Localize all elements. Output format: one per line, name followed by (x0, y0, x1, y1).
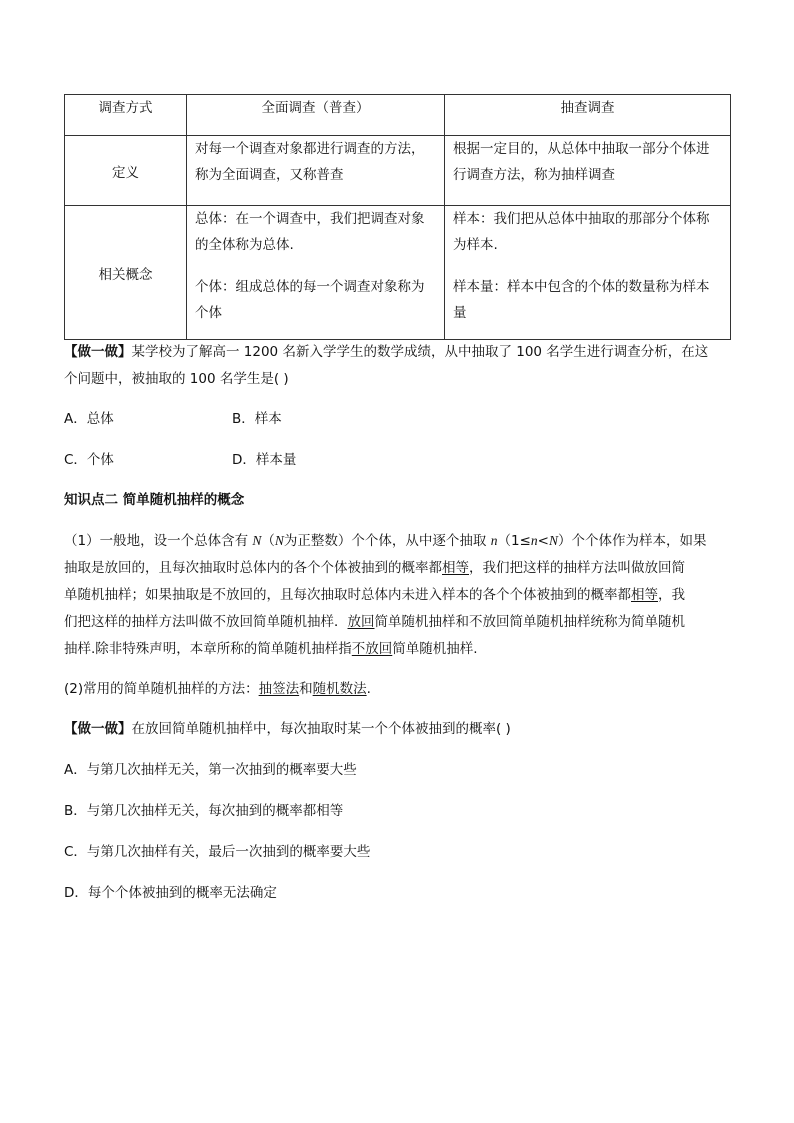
text-run: 抽取是放回的，且每次抽取时总体内的各个个体被抽到的概率都 (64, 560, 442, 576)
paragraph1-line5 (64, 636, 478, 662)
text-run: 和 (299, 681, 313, 697)
text-line: 根据一定目的，从总体中抽取一部分个体进 (453, 141, 710, 157)
math-N: N (548, 533, 558, 548)
option-a: A．与第几次抽样无关，第一次抽到的概率要大些 (64, 762, 357, 778)
math-n: n (490, 533, 498, 548)
text-run: 简单随机抽样和不放回简单随机抽样统称为简单随机 (374, 614, 685, 630)
comparison-table (64, 94, 731, 340)
text-line: 样本量：样本中包含的个体的数量称为样本 (453, 279, 710, 295)
underlined-term: 放回 (347, 614, 375, 630)
question-line: 个问题中，被抽取的 100 名学生是( ) (64, 371, 289, 387)
underlined-term: 抽签法 (258, 681, 300, 697)
concepts-census-cell (187, 206, 445, 340)
table-header-cell (65, 95, 187, 136)
text-run: （1≤ (497, 533, 531, 549)
paragraph2 (64, 676, 371, 702)
text-run: 为正整数）个个体，从中逐个抽取 (283, 533, 491, 549)
table-header-cell (187, 95, 445, 136)
exercise-tag: 【做一做】 (64, 721, 132, 737)
table-row-definition (65, 136, 731, 206)
underlined-term: 相等 (442, 560, 469, 576)
text-run: ，我 (658, 587, 685, 603)
text-line: 个体：组成总体的每一个调查对象称为 (195, 279, 425, 295)
option-b: B．与第几次抽样无关，每次抽到的概率都相等 (64, 803, 344, 819)
text-line: 个体 (195, 305, 222, 321)
math-n: n (530, 533, 538, 548)
math-N: N (252, 533, 262, 548)
option-b: B．样本 (232, 411, 282, 427)
table-header-cell (445, 95, 731, 136)
option-d: D．每个个体被抽到的概率无法确定 (64, 885, 277, 901)
paragraph1-line4 (64, 609, 685, 635)
paragraph1-line3 (64, 582, 685, 608)
option-c: C．个体 (64, 452, 114, 468)
row-label-definition (65, 136, 187, 206)
text-run: （1）一般地，设一个总体含有 (64, 533, 253, 549)
header-sampling: 抽查调查 (560, 100, 615, 116)
text-run: 抽样.除非特殊声明，本章所称的简单随机抽样指 (64, 641, 352, 657)
concepts-sampling-cell (445, 206, 731, 340)
text-run: ，我们把这样的抽样方法叫做放回简 (469, 560, 685, 576)
math-N: N (274, 533, 284, 548)
option-d: D．样本量 (232, 452, 297, 468)
text-run: 简单随机抽样. (392, 641, 478, 657)
text-line: 为样本. (453, 237, 498, 253)
row-label-text: 相关概念 (98, 266, 153, 283)
definition-sampling-cell (445, 136, 731, 206)
text-line: 样本：我们把从总体中抽取的那部分个体称 (453, 211, 710, 227)
paragraph1-line1 (64, 528, 744, 554)
text-line: 的全体称为总体. (195, 237, 294, 253)
text-run: ）个个体作为样本，如果 (557, 533, 707, 549)
underlined-term: 随机数法 (312, 681, 367, 697)
table-row-concepts (65, 206, 731, 340)
exercise2-question (64, 716, 511, 742)
text-line: 行调查方法，称为抽样调查 (453, 167, 615, 183)
paragraph1-line2 (64, 555, 685, 581)
section-title: 知识点二 简单随机抽样的概念 (64, 492, 245, 508)
definition-census-cell (187, 136, 445, 206)
underlined-term: 不放回 (351, 641, 393, 657)
text-run: < (537, 533, 549, 549)
question-line: 某学校为了解高一 1200 名新入学学生的数学成绩，从中抽取了 100 名学生进行调查分析，在这 (131, 344, 709, 360)
header-census: 全面调查（普查） (261, 100, 370, 116)
option-c: C．与第几次抽样有关，最后一次抽到的概率要大些 (64, 844, 371, 860)
text-run: 单随机抽样；如果抽取是不放回的，且每次抽取时总体内未进入样本的各个个体被抽到的概率都 (64, 587, 631, 603)
text-line: 称为全面调查，又称普查 (195, 167, 344, 183)
question-line: 在放回简单随机抽样中，每次抽取时某一个个体被抽到的概率( ) (131, 721, 511, 737)
text-line: 对每一个调查对象都进行调查的方法， (195, 141, 425, 157)
row-label-text: 定义 (112, 164, 139, 181)
text-run: 们把这样的抽样方法叫做不放回简单随机抽样． (64, 614, 348, 630)
header-method: 调查方式 (98, 100, 153, 116)
exercise-tag: 【做一做】 (64, 344, 132, 360)
underlined-term: 相等 (631, 587, 658, 603)
exercise1-question (64, 339, 744, 365)
text-line: 量 (453, 305, 467, 321)
text-run: (2)常用的简单随机抽样的方法： (64, 681, 259, 697)
text-line: 总体：在一个调查中，我们把调查对象 (195, 211, 425, 227)
text-run: . (366, 681, 371, 697)
row-label-concepts (65, 206, 187, 340)
text-run: （ (261, 533, 275, 549)
option-a: A．总体 (64, 411, 114, 427)
table-header-row (65, 95, 731, 136)
